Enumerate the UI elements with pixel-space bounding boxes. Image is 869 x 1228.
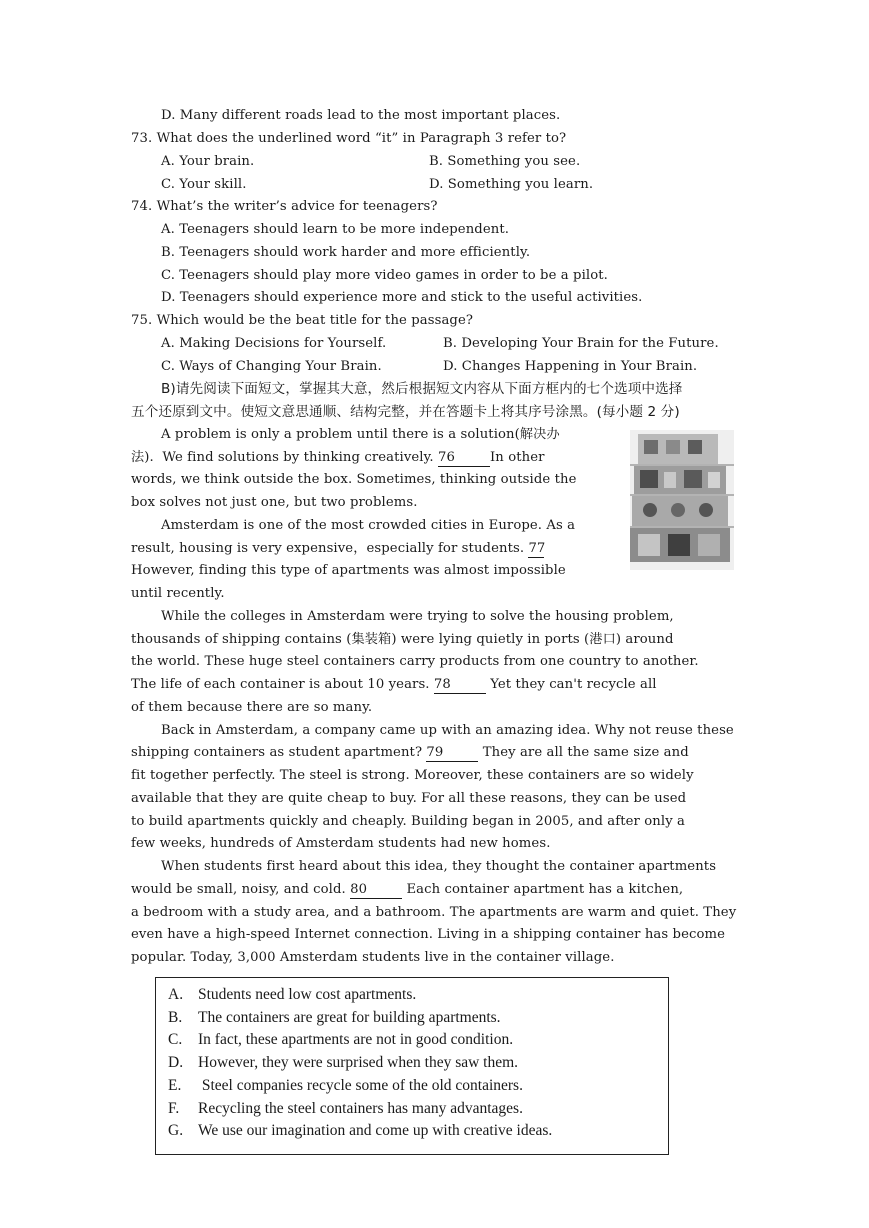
passage-p4-line2 [131,742,689,764]
blank-78: 78 [434,677,486,694]
q73-option-b: B. Something you see. [429,154,581,169]
option-text: The containers are great for building apartments. [198,1009,501,1026]
passage-text: The life of each container is about 10 years. [131,677,430,692]
option-key: G. [168,1122,184,1139]
q73-stem: 73. What does the underlined word “it” in Paragraph 3 refer to? [131,131,567,146]
passage-p3-line4 [131,674,657,696]
passage-p1-line3: words, we think outside the box. Sometimes, thinking outside the [131,472,577,487]
option-text: However, they were surprised when they saw them. [198,1054,519,1071]
answer-options-box [155,977,669,1155]
passage-p2-line2 [131,538,544,560]
passage-text: They are all the same size and [482,745,689,760]
passage-text: result, housing is very expensive，especially for students. [131,541,525,556]
option-text: In fact, these apartments are not in good condition. [198,1031,514,1048]
blank-79: 79 [426,745,478,762]
passage-text: shipping containers as student apartment? [131,745,423,760]
passage-p5-line2 [131,879,683,901]
q75-option-d: D. Changes Happening in Your Brain. [443,359,698,374]
q72-option-d: D. Many different roads lead to the most important places. [161,108,561,123]
q75-stem: 75. Which would be the beat title for the passage? [131,313,474,328]
blank-77: 77 [528,541,546,556]
passage-p4-line1: Back in Amsterdam, a company came up with an amazing idea. Why not reuse these [161,723,734,738]
q74-stem: 74. What’s the writer’s advice for teenagers? [131,199,438,214]
passage-p1-line1: A problem is only a problem until there is a solution(解决办 [161,427,560,442]
option-key: B. [168,1009,183,1026]
passage-p2-line1: Amsterdam is one of the most crowded cities in Europe. As a [161,518,576,533]
q73-option-d: D. Something you learn. [429,177,594,192]
option-c [168,1029,513,1051]
passage-p3-line5: of them because there are so many. [131,700,373,715]
option-text: Steel companies recycle some of the old containers. [198,1077,523,1094]
passage-p1-line4: box solves not just one, but two problems. [131,495,418,510]
option-text: Students need low cost apartments. [198,986,417,1003]
q75-option-c: C. Ways of Changing Your Brain. [161,359,382,374]
option-text: Recycling the steel containers has many advantages. [198,1100,523,1117]
passage-p5-line1: When students first heard about this idea, they thought the container apartments [161,859,717,874]
container-apartments-photo [630,430,734,570]
option-text: We use our imagination and come up with creative ideas. [198,1122,553,1139]
q74-option-a: A. Teenagers should learn to be more independent. [161,222,510,237]
passage-text: In other [490,450,545,465]
q74-option-c: C. Teenagers should play more video games in order to be a pilot. [161,268,608,283]
passage-p2-line4: until recently. [131,586,225,601]
passage-p5-line4: even have a high-speed Internet connection. Living in a shipping container has become [131,927,726,942]
passage-p3-line3: the world. These huge steel containers carry products from one country to another. [131,654,699,669]
option-key: A. [168,986,184,1003]
passage-p4-line6: few weeks, hundreds of Amsterdam students had new homes. [131,836,551,851]
passage-p4-line5: to build apartments quickly and cheaply. Building began in 2005, and after only a [131,814,686,829]
option-b [168,1007,501,1029]
passage-p4-line3: fit together perfectly. The steel is strong. Moreover, these containers are so widely [131,768,694,783]
q74-option-d: D. Teenagers should experience more and stick to the useful activities. [161,290,643,305]
passage-text: Yet they can't recycle all [490,677,657,692]
q74-option-b: B. Teenagers should work harder and more efficiently. [161,245,531,260]
blank-76: 76 [438,450,490,467]
section-b-instruction-line2: 五个还原到文中。使短文意思通顺、结构完整，并在答题卡上将其序号涂黑。(每小题 2 分) [131,404,680,420]
section-b-instruction-line1: B)请先阅读下面短文，掌握其大意，然后根据短文内容从下面方框内的七个选项中选择 [161,381,683,397]
option-d [168,1052,518,1074]
option-g [168,1120,552,1142]
q73-option-c: C. Your skill. [161,177,247,192]
blank-80: 80 [350,882,402,899]
option-key: F. [168,1100,180,1117]
passage-p3-line2: thousands of shipping contains (集装箱) were lying quietly in ports (港口) around [131,632,674,647]
option-key: C. [168,1031,183,1048]
passage-p5-line3: a bedroom with a study area, and a bathroom. The apartments are warm and quiet. They [131,905,737,920]
option-a [168,984,416,1006]
option-e [168,1075,523,1097]
passage-p4-line4: available that they are quite cheap to buy. For all these reasons, they can be used [131,791,687,806]
passage-p5-line5: popular. Today, 3,000 Amsterdam students live in the container village. [131,950,615,965]
passage-text: Each container apartment has a kitchen, [406,882,684,897]
passage-text: 法). We find solutions by thinking creatively. [131,450,434,465]
passage-p1-line2 [131,447,545,469]
q73-option-a: A. Your brain. [161,154,255,169]
option-f [168,1098,523,1120]
q75-option-a: A. Making Decisions for Yourself. [161,336,387,351]
passage-text: would be small, noisy, and cold. [131,882,346,897]
option-key: E. [168,1077,182,1094]
passage-p3-line1: While the colleges in Amsterdam were trying to solve the housing problem, [161,609,674,624]
option-key: D. [168,1054,184,1071]
passage-p2-line3: However, finding this type of apartments was almost impossible [131,563,566,578]
q75-option-b: B. Developing Your Brain for the Future. [443,336,719,351]
